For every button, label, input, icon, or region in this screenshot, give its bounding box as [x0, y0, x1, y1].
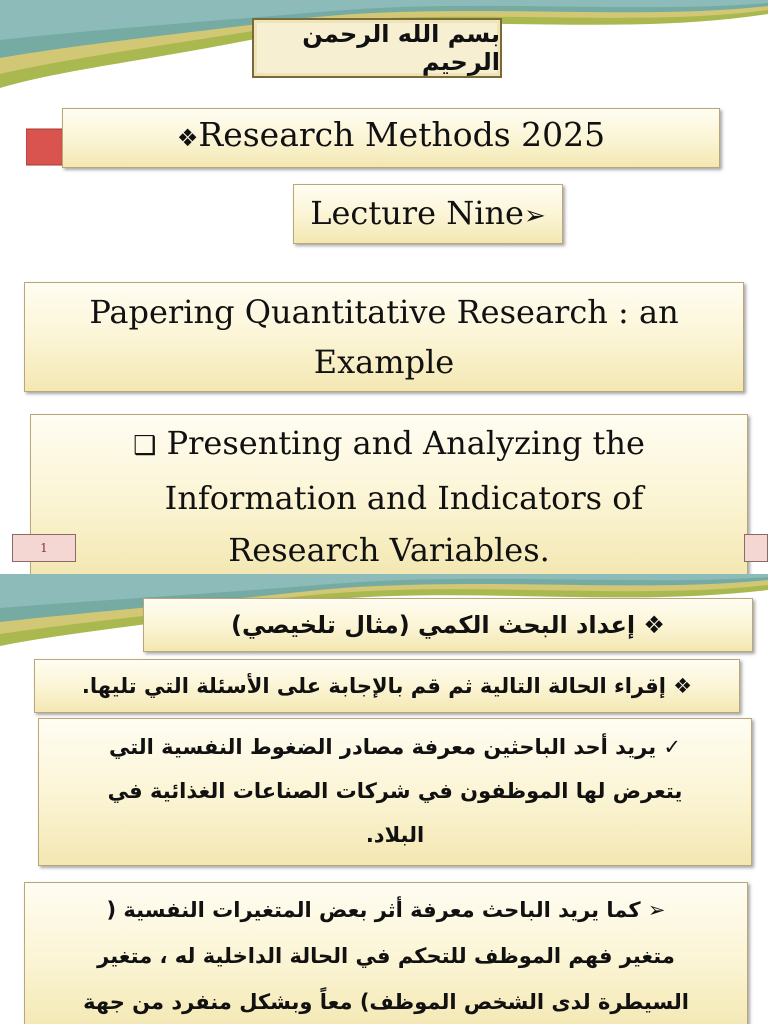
- slide-2: [0, 574, 768, 1024]
- case2-box: [24, 882, 748, 1024]
- topic-line-1: Papering Quantitative Research : an: [89, 293, 679, 331]
- lecture-title-box: [293, 184, 563, 244]
- case2-line-3: السيطرة لدى الشخص الموظف) معاً وبشكل منفرد من جهة: [83, 990, 689, 1014]
- instruction-box: [34, 659, 740, 713]
- arrowhead-bullet-icon: ➢: [523, 201, 546, 231]
- instruction-text: إقراء الحالة التالية ثم قم بالإجابة على الأسئلة التي تليها.: [81, 674, 666, 698]
- section-line-3: Research Variables.: [228, 531, 550, 569]
- case2-line-1: [25, 887, 747, 933]
- arrowhead-bullet-icon: ➢: [647, 898, 666, 922]
- case2-line-1-text: كما يريد الباحث معرفة أثر بعض المتغيرات النفسية (: [106, 898, 641, 922]
- section-line-1-text: Presenting and Analyzing the: [166, 424, 645, 462]
- arabic-heading-box: [143, 598, 753, 652]
- course-title-box: [62, 108, 720, 168]
- section-box: [30, 414, 748, 574]
- diamond-bullet-icon: ❖: [673, 674, 693, 698]
- case1-box: [38, 718, 752, 866]
- case1-line-1: [39, 725, 751, 769]
- topic-line-2: Example: [313, 343, 455, 381]
- topic-box: [24, 282, 744, 392]
- diamond-bullet-icon: ❖: [643, 611, 665, 639]
- case1-line-1-text: يريد أحد الباحثين معرفة مصادر الضغوط النفسية التي: [108, 735, 657, 759]
- course-title: Research Methods 2025: [198, 115, 606, 154]
- case1-line-2: يتعرض لها الموظفون في شركات الصناعات الغذائية في: [107, 779, 683, 803]
- page-number-badge: 1: [12, 534, 76, 562]
- section-line-2: Information and Indicators of: [164, 479, 644, 517]
- case2-line-2: متغير فهم الموظف للتحكم في الحالة الداخلية له ، متغير: [97, 944, 675, 968]
- case1-line-3: البلاد.: [365, 823, 425, 847]
- diamond-bullet-icon: ❖: [176, 124, 199, 152]
- checkbox-bullet-icon: ❑: [133, 431, 157, 461]
- page-number-badge-right: [744, 534, 768, 562]
- check-bullet-icon: ✓: [663, 735, 682, 759]
- basmala-banner: بسم الله الرحمن الرحيم: [252, 18, 502, 78]
- lecture-title: Lecture Nine: [310, 194, 524, 232]
- section-line-1: [31, 417, 747, 472]
- arabic-heading: إعداد البحث الكمي (مثال تلخيصي): [231, 611, 636, 639]
